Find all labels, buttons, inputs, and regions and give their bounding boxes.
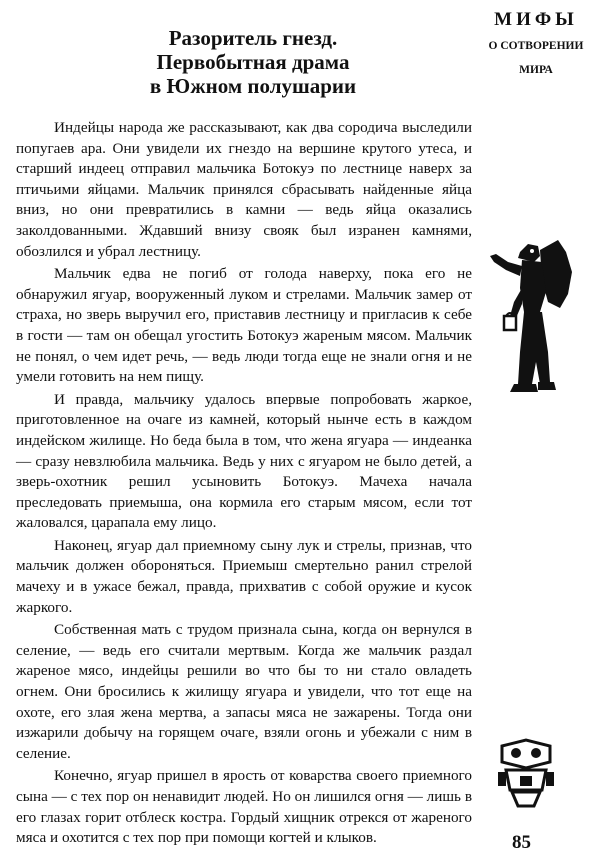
main-column	[16, 0, 472, 851]
wing-shape	[540, 240, 572, 308]
title-line-1: Разоритель гнезд.	[168, 26, 338, 50]
paragraph-1: Индейцы народа же рассказывают, как два сородича выследили попугаев ара. Они увидели их гнездо на вершине крутого утеса, и старший индеец отправил мальчика Ботокуэ по лестнице наверх за птичьими яйцами. Мальчик принялся сбрасывать найденные яйца вниз, но они превратились в камни — ведь яйца оказались заколдованными. Ждавший внизу свояк был изранен камнями, обозлился и убрал лестницу.	[16, 119, 472, 260]
totem-bottom-shape	[512, 792, 540, 806]
bird-head-shape	[518, 244, 540, 262]
totem-emblem-illustration	[496, 738, 556, 810]
torso-shape	[520, 260, 546, 312]
page-number: 85	[512, 832, 531, 853]
paragraph-3: И правда, мальчику удалось впервые попробовать жаркое, приготовленное на очаге из камней, который нынче есть в каждом индейском жилище. Но беда была в том, что жена ягуара — индеанка — сразу невзлюбила мальчика. Ведь у них с ягуаром не было детей, а зверь-охотник решил усыновить Ботокуэ. Мачеха начала преследовать приемыша, она кормила его старым мясом, если тот жаловался, царапала ему лицо.	[16, 390, 472, 532]
series-title: МИФЫ	[494, 9, 578, 30]
article-title	[16, 26, 472, 98]
bucket-shape	[504, 316, 516, 330]
totem-eye-shape	[511, 748, 521, 758]
totem-wing-shape	[546, 772, 554, 786]
robe-shape	[518, 312, 550, 384]
raised-arm-shape	[490, 254, 522, 276]
paragraph-5: Собственная мать с трудом признала сына, когда он вернулся в селение, — ведь его считали мертвым. Когда же мальчик раздал жареное мясо, индейцы решили во что бы то ни стало овладеть огнем. Они бросились к жилищу ягуара и увидели, что тот еще на охоте, его злая жена мертва, а запасы мяса не зажарены. Тогда они изжарили добычу на горящем очаге, взяли огонь и убежали с ним в селение.	[16, 621, 472, 762]
title-line-3: в Южном полушарии	[149, 74, 357, 98]
totem-top-shape	[502, 740, 550, 768]
series-subtitle-1: О СОТВОРЕНИИ	[488, 40, 584, 52]
totem-mouth-shape	[520, 776, 532, 786]
paragraph-4: Наконец, ягуар дал приемному сыну лук и стрелы, признав, что мальчик должен обороняться. Приемыш смертельно ранил стрелой мачеху и в ужасе бежал, правда, прихватив с собой оружие и кусок жаркого.	[16, 536, 472, 616]
foot-shape	[510, 384, 538, 392]
totem-eye-shape	[531, 748, 541, 758]
eye-shape	[530, 249, 534, 253]
winged-deity-illustration	[488, 232, 574, 402]
foot-shape	[538, 382, 556, 390]
series-subtitle-2: МИРА	[519, 64, 553, 76]
totem-wing-shape	[498, 772, 506, 786]
paragraph-2: Мальчик едва не погиб от голода наверху, пока его не обнаружил ягуар, вооруженный луком и стрелами. Мальчик замер от страха, но зверь выручил его, приставив лестницу и пригласив к себе в гости — там он обещал угостить Ботокуэ жареным мясом. Мальчик не понял, о чем идет речь, — ведь люди тогда еще не знали огня и не умели готовить на нем пищу.	[16, 265, 472, 386]
title-line-2: Первобытная драма	[156, 50, 350, 74]
paragraph-6: Конечно, ягуар пришел в ярость от коварства своего приемного сына — с тех пор он ненавидит людей. Но он лишился огня — лишь в его глазах горит отблеск костра. Гордый хищник отрекся от жареного мяса и охотится с тех пор при помощи когтей и клыков.	[16, 767, 472, 847]
article-body	[16, 118, 472, 849]
